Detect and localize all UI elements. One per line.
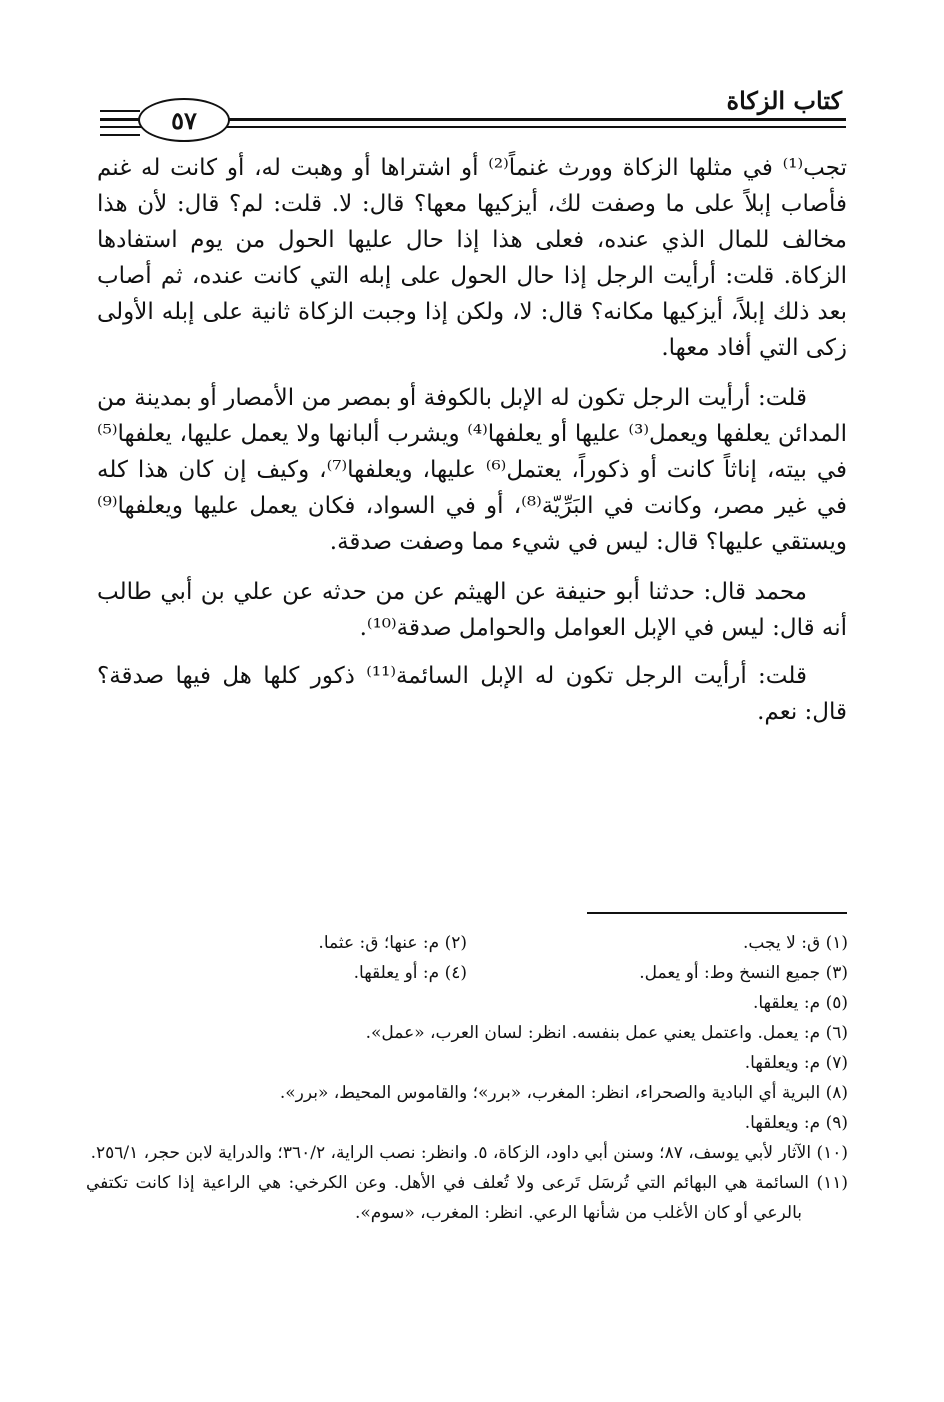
footnote-2: (٢) م: عنها؛ ق: عثما.	[318, 933, 467, 953]
page-number-oval	[138, 98, 230, 142]
paragraph-2: قلت: أرأيت الرجل تكون له الإبل بالكوفة أو بمصر من الأمصار أو بمدينة من المدائن يعلفها ويعمل⁽³⁾ عليها أو يعلفها⁽⁴⁾ ويشرب ألبانها ولا يعمل عليها، يعلفها⁽⁵⁾ في بيته، إناثاً كانت أو ذكوراً، يعتمل⁽⁶⁾ عليها، ويعلفها⁽⁷⁾، وكيف إن كان هذا كله في غير مصر، وكانت في البَرِّيّة⁽⁸⁾، أو في السواد، فكان يعمل عليها ويعلفها⁽⁹⁾ ويستقي عليها؟ قال: ليس في شيء مما وصفت صدقة.	[97, 385, 847, 555]
header-rule-left-bottom	[100, 134, 140, 136]
footnote-3: (٣) جميع النسخ وط: أو يعمل.	[639, 963, 848, 983]
footnote-8: (٨) البرية أي البادية والصحراء، انظر: المغرب، «برر»؛ والقاموس المحيط، «برر».	[279, 1083, 848, 1103]
footnote-10: (١٠) الآثار لأبي يوسف، ٨٧؛ وسنن أبي داود، الزكاة، ٥. وانظر: نصب الراية، ٣٦٠/٢؛ والدراية لابن حجر، ٢٥٦/١.	[90, 1143, 848, 1163]
paragraph-3: محمد قال: حدثنا أبو حنيفة عن الهيثم عن من حدثه عن علي بن أبي طالب أنه قال: ليس في الإبل العوامل والحوامل صدقة⁽¹⁰⁾.	[97, 579, 847, 641]
footnote-row	[86, 928, 848, 958]
footnote-separator	[587, 912, 847, 914]
footnote-5: (٥) م: يعلقها.	[752, 993, 848, 1013]
footnotes	[86, 928, 848, 1228]
page-number: ٥٧	[171, 105, 197, 135]
header-rule-left-top	[100, 110, 140, 112]
footnote-9: (٩) م: ويعلقها.	[744, 1113, 848, 1133]
footnote-11: (١١) السائمة هي البهائم التي تُرسَل تَرعى ولا تُعلف في الأهل. وعن الكرخي: هي الراعية إذا كانت تكتفي بالرعي أو كان الأغلب من شأنها الرعي. انظر: المغرب، «سوم».	[86, 1173, 848, 1223]
paragraph-1: تجب⁽¹⁾ في مثلها الزكاة وورث غنماً⁽²⁾ أو اشتراها أو وهبت له، أو كانت له غنم فأصاب إبلاً على ما وصفت لك، أيزكيها معها؟ قال: لا. قلت: لم؟ قال: لأن هذا مخالف للمال الذي عنده، فعلى هذا إذا حال عليها الحول من يوم استفادها الزكاة. قلت: أرأيت الرجل إذا حال الحول على إبله التي كانت عنده، ثم أصاب بعد ذلك إبلاً، أيزكيها مكانه؟ قال: لا، ولكن إذا وجبت الزكاة ثانية على إبله الأولى زكى التي أفاد معها.	[97, 155, 847, 361]
book-title: كتاب الزكاة	[726, 86, 842, 115]
footnote-4: (٤) م: أو يعلقها.	[353, 963, 467, 983]
main-text	[97, 150, 847, 742]
footnote-7: (٧) م: ويعلقها.	[744, 1053, 848, 1073]
footnote-1: (١) ق: لا يجب.	[742, 933, 848, 953]
footnote-row	[86, 958, 848, 988]
paragraph-4: قلت: أرأيت الرجل تكون له الإبل السائمة⁽¹¹⁾ ذكور كلها هل فيها صدقة؟ قال: نعم.	[97, 663, 847, 725]
footnote-6: (٦) م: يعمل. واعتمل يعني عمل بنفسه. انظر: لسان العرب، «عمل».	[365, 1023, 848, 1043]
page-header	[96, 84, 850, 144]
